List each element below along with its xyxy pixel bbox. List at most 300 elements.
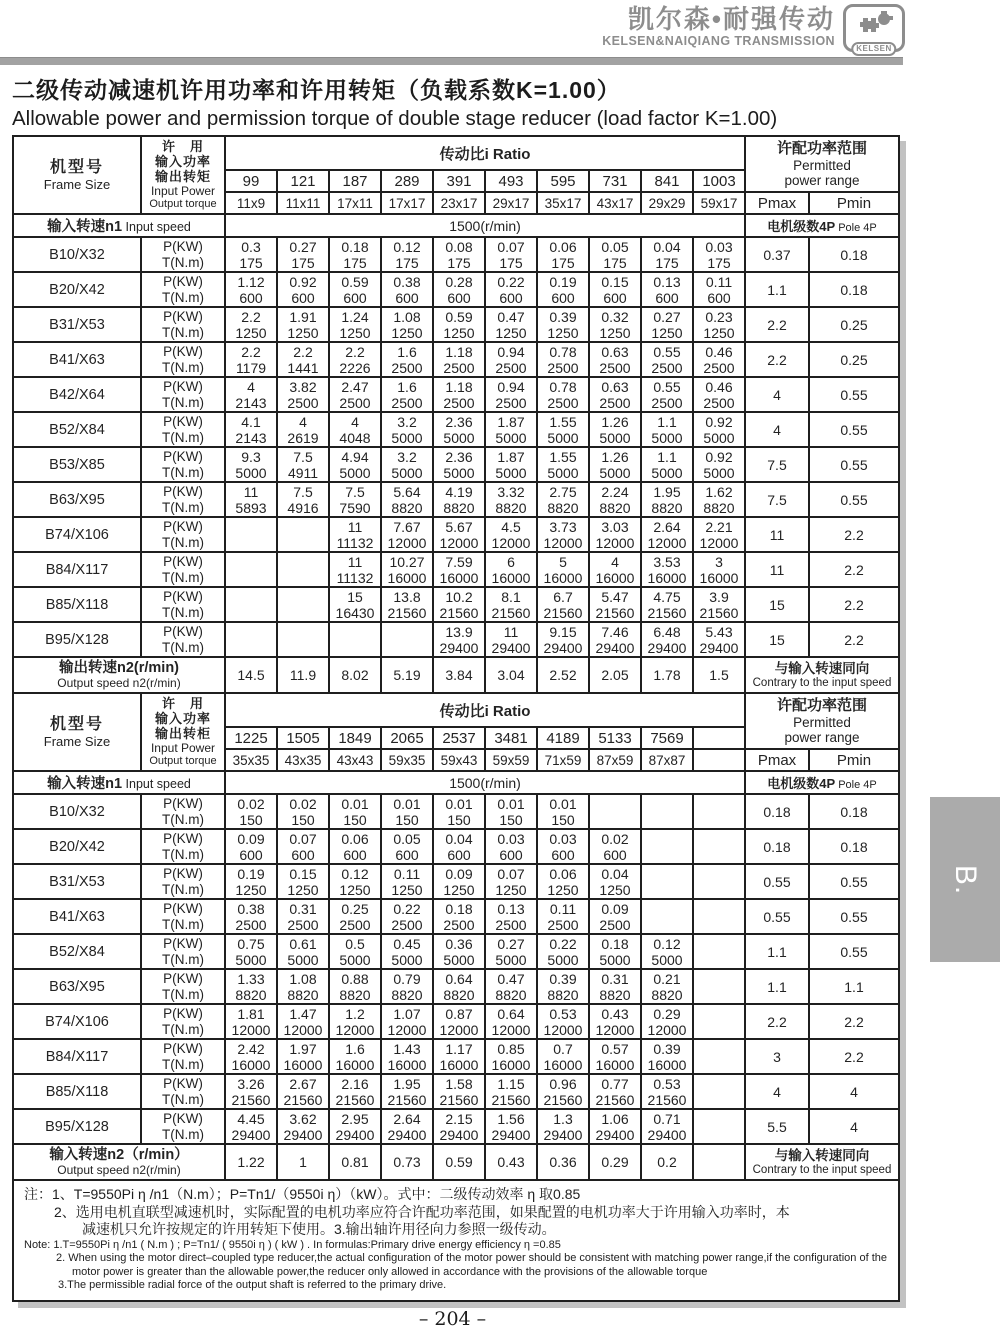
ratio-value	[485, 727, 537, 749]
pt-labels	[141, 864, 225, 899]
pmin-value	[809, 899, 899, 934]
tables-host	[12, 135, 900, 1181]
power-torque-value	[225, 1004, 277, 1039]
ratio-value	[485, 170, 537, 192]
table-row	[13, 307, 899, 342]
power-torque-value	[537, 447, 589, 482]
text-line: 0.53	[549, 1005, 577, 1022]
power-torque-value	[433, 1074, 485, 1109]
power-torque-value	[537, 237, 589, 272]
text-line: 600	[603, 846, 627, 863]
text-line: 0.31	[289, 900, 317, 917]
power-torque-value	[589, 969, 641, 1004]
power-torque-value	[641, 1004, 693, 1039]
text-line: 5000	[703, 464, 735, 481]
brand-text	[602, 4, 835, 48]
text-line: 15	[769, 596, 785, 613]
section-tab-label: B.	[948, 864, 982, 895]
text-line: 8820	[651, 986, 683, 1003]
text-line: 0.47	[497, 970, 525, 987]
text-line: P(KW)	[163, 1040, 203, 1056]
text-line: 5000	[339, 464, 371, 481]
text-line: 12000	[699, 534, 739, 551]
text-line: 12000	[543, 534, 583, 551]
text-line: 0.18	[840, 246, 868, 263]
pt-labels	[141, 307, 225, 342]
power-torque-value	[381, 969, 433, 1004]
pmin-value	[809, 412, 899, 447]
text-line: 1179	[235, 359, 267, 376]
text-line: 1250	[703, 324, 735, 341]
power-torque-value	[433, 794, 485, 829]
text-line: 21560	[283, 1091, 323, 1108]
power-torque-value	[329, 307, 381, 342]
ratio-pair	[589, 192, 641, 214]
text-line: power range	[784, 730, 860, 745]
power-torque-value	[433, 587, 485, 622]
power-torque-value	[277, 447, 329, 482]
power-torque-value	[485, 272, 537, 307]
page-title-cn: 二级传动减速机许用功率和许用转矩（负载系数K=1.00）	[12, 77, 621, 103]
speed-n2-value	[589, 657, 641, 693]
power-torque-value	[485, 934, 537, 969]
power-torque-value	[693, 587, 745, 622]
text-line: 21560	[699, 604, 739, 621]
text-line: 0.29	[653, 1005, 681, 1022]
power-torque-value	[693, 899, 745, 934]
text-line: P(KW)	[163, 1005, 203, 1021]
power-torque-value	[589, 1004, 641, 1039]
text-line: 8820	[287, 986, 319, 1003]
power-torque-value	[329, 1109, 381, 1144]
brand-block	[602, 4, 905, 52]
power-torque-value	[433, 552, 485, 587]
power-torque-value	[485, 969, 537, 1004]
text-line: 0.39	[549, 970, 577, 987]
text-line: 15	[769, 631, 785, 648]
text-line: 1.1	[657, 413, 677, 430]
text-line: 17x17	[388, 195, 426, 211]
text-line: T(N.m)	[162, 569, 204, 585]
pt-labels	[141, 272, 225, 307]
text-line: 5000	[443, 429, 475, 446]
power-torque-value	[329, 482, 381, 517]
text-line: 2500	[703, 394, 735, 411]
text-line: T(N.m)	[162, 811, 204, 827]
text-line: 16000	[387, 569, 427, 586]
power-torque-value	[381, 237, 433, 272]
frame-size	[13, 1074, 141, 1109]
text-line: 0.27	[653, 308, 681, 325]
text-line: P(KW)	[163, 795, 203, 811]
text-line: P(KW)	[163, 238, 203, 254]
text-line: 0.18	[601, 935, 629, 952]
text-line: Contrary to the input speed	[752, 1164, 892, 1176]
power-torque-value	[381, 899, 433, 934]
text-line: 16000	[647, 1056, 687, 1073]
text-line: 0.01	[497, 795, 525, 812]
power-torque-value	[485, 1109, 537, 1144]
text-line: 0.18	[840, 281, 868, 298]
text-line: 0.27	[289, 238, 317, 255]
text-line: 0.39	[653, 1040, 681, 1057]
pt-labels	[141, 237, 225, 272]
text-line: 0.22	[497, 273, 525, 290]
power-torque-value	[485, 587, 537, 622]
power-torque-value	[277, 377, 329, 412]
text-line: 1250	[287, 324, 319, 341]
power-torque-value	[277, 517, 329, 552]
power-torque-value	[693, 482, 745, 517]
text-line: 1250	[339, 881, 371, 898]
power-torque-value	[485, 517, 537, 552]
table-row	[13, 587, 899, 622]
power-torque-value	[693, 447, 745, 482]
text-line: 8820	[339, 986, 371, 1003]
frame-size	[13, 899, 141, 934]
table-body	[13, 693, 899, 1180]
text-line: 8.1	[501, 588, 521, 605]
text-line: 2.2	[844, 631, 864, 648]
text-line: B85/X118	[45, 1083, 109, 1100]
power-torque-value	[277, 899, 329, 934]
text-line: 15	[347, 588, 363, 605]
text-line: 1.12	[237, 273, 265, 290]
text-line: 2.05	[601, 667, 629, 683]
power-torque-value	[381, 1004, 433, 1039]
ratio-pair	[433, 192, 485, 214]
power-torque-value	[589, 1074, 641, 1109]
power-torque-value	[537, 482, 589, 517]
text-line: 12000	[647, 1021, 687, 1038]
text-line: 1250	[235, 881, 267, 898]
text-line: 0.78	[549, 378, 577, 395]
text-line: B20/X42	[49, 281, 105, 298]
text-line: 1	[299, 1154, 307, 1170]
text-line: 0.22	[393, 900, 421, 917]
input-speed-label	[13, 214, 225, 237]
text-line: 391	[446, 172, 472, 190]
text-line: B95/X128	[45, 631, 109, 648]
power-torque-value	[381, 622, 433, 657]
power-torque-value	[329, 794, 381, 829]
input-speed-row	[13, 771, 899, 794]
text-line: Input Power	[150, 184, 216, 198]
text-line: 0.7	[553, 1040, 573, 1057]
text-line: 731	[602, 172, 628, 190]
text-line: 2500	[391, 394, 423, 411]
text-line: 5.5	[767, 1118, 787, 1135]
text-line: 5000	[443, 951, 475, 968]
text-line: 1.18	[445, 343, 473, 360]
speed-n2-value	[381, 657, 433, 693]
text-line: 29400	[543, 639, 583, 656]
text-line: 21560	[543, 604, 583, 621]
power-torque-value	[225, 794, 277, 829]
text-line: 0.87	[445, 1005, 473, 1022]
brand-name-cn: 凯尔森•耐强传动	[627, 4, 835, 34]
text-line: 6	[507, 553, 515, 570]
power-torque-value	[329, 829, 381, 864]
text-line: 0.78	[549, 343, 577, 360]
speed-n2-value	[485, 657, 537, 693]
text-line: 29400	[439, 639, 479, 656]
text-line: 600	[395, 289, 419, 306]
pt-labels	[141, 517, 225, 552]
text-line: P(KW)	[163, 518, 203, 534]
text-line: 0.11	[393, 865, 421, 882]
text-line: 16000	[335, 1056, 375, 1073]
text-line: 175	[343, 254, 367, 271]
text-line: 0.38	[393, 273, 421, 290]
text-line: 600	[603, 289, 627, 306]
power-torque-value	[589, 1109, 641, 1144]
text-line: 0.15	[289, 865, 317, 882]
table-row	[13, 552, 899, 587]
power-torque-value	[485, 307, 537, 342]
frame-size	[13, 342, 141, 377]
text-line: Output speed n2(r/min)	[57, 676, 181, 690]
text-line: 16000	[595, 569, 635, 586]
speed-n2-value	[277, 1144, 329, 1180]
text-line: P(KW)	[163, 623, 203, 639]
text-line: 12000	[387, 534, 427, 551]
text-line: 0.12	[341, 865, 369, 882]
text-line: 0.19	[237, 865, 265, 882]
text-line: 0.23	[705, 308, 733, 325]
power-torque-value	[537, 412, 589, 447]
power-torque-value	[277, 622, 329, 657]
text-line: 1.08	[393, 308, 421, 325]
text-line: 21560	[491, 604, 531, 621]
text-line: 16000	[283, 1056, 323, 1073]
text-line: 5893	[235, 499, 267, 516]
text-line: Output torque	[149, 198, 217, 210]
text-line: 10.27	[389, 553, 425, 570]
text-line: 0.06	[549, 238, 577, 255]
text-line: 150	[447, 811, 471, 828]
pt-labels	[141, 1074, 225, 1109]
power-torque-value	[225, 517, 277, 552]
text-line: 5000	[599, 429, 631, 446]
text-line: 2.67	[289, 1075, 317, 1092]
text-line: 0.18	[763, 803, 791, 820]
power-torque-value	[225, 552, 277, 587]
power-torque-value	[381, 482, 433, 517]
pmin-value	[809, 552, 899, 587]
power-range-header	[745, 693, 899, 749]
text-line: 2.24	[601, 483, 629, 500]
ratio-value	[537, 727, 589, 749]
text-line: 16000	[491, 569, 531, 586]
text-line: 2500	[287, 916, 319, 933]
text-line: 1.95	[393, 1075, 421, 1092]
text-line: 1250	[287, 881, 319, 898]
power-torque-value	[641, 552, 693, 587]
power-torque-value	[225, 1109, 277, 1144]
text-line: 16000	[543, 569, 583, 586]
text-line: Pmin	[836, 194, 872, 212]
text-line: 0.55	[840, 421, 868, 438]
text-line: T(N.m)	[162, 881, 204, 897]
power-torque-value	[277, 1039, 329, 1074]
power-torque-value	[537, 969, 589, 1004]
text-line: Frame Size	[43, 177, 111, 192]
ratio-pair	[329, 192, 381, 214]
text-line: 8820	[443, 499, 475, 516]
text-line: 8820	[443, 986, 475, 1003]
text-line: B53/X85	[49, 456, 105, 473]
text-line: B31/X53	[49, 873, 105, 890]
power-torque-value	[537, 899, 589, 934]
text-line: 0.01	[549, 795, 577, 812]
power-torque-value	[433, 447, 485, 482]
text-line: 29400	[231, 1126, 271, 1143]
text-line: 2500	[443, 916, 475, 933]
text-line: 2.52	[549, 667, 577, 683]
text-line: 7.5	[293, 448, 313, 465]
text-line: B63/X95	[49, 978, 105, 995]
text-line: 14.5	[237, 667, 265, 683]
note-line-en: 2. When using the motor direct–coupled type reducer,the actual configuration of the motor power should be consistent with matching power range,if the configuration of the	[56, 1252, 887, 1264]
power-torque-value	[485, 1004, 537, 1039]
power-torque-value	[589, 482, 641, 517]
text-line: 1.81	[237, 1005, 265, 1022]
text-line: 3481	[494, 729, 528, 747]
power-torque-value	[381, 1074, 433, 1109]
text-line: 机型号	[49, 716, 104, 733]
text-line: 21560	[439, 604, 479, 621]
power-torque-value	[537, 934, 589, 969]
power-torque-value	[589, 587, 641, 622]
text-line: P(KW)	[163, 448, 203, 464]
text-line: 12000	[439, 534, 479, 551]
text-line: T(N.m)	[162, 359, 204, 375]
reducer-table-section-2	[12, 692, 900, 1181]
power-torque-value	[537, 517, 589, 552]
ratio-value	[641, 727, 693, 749]
text-line: 4916	[287, 499, 319, 516]
power-torque-value	[433, 622, 485, 657]
text-line: 与输入转速同向	[774, 1148, 870, 1163]
pmax-value	[745, 1004, 809, 1039]
power-torque-value	[693, 864, 745, 899]
motor-pole-label	[745, 771, 899, 794]
text-line: 0.09	[445, 865, 473, 882]
ratio-value	[225, 170, 277, 192]
power-torque-value	[329, 517, 381, 552]
text-line: B85/X118	[45, 596, 109, 613]
text-line: 6.7	[553, 588, 573, 605]
text-line: 150	[395, 811, 419, 828]
power-torque-value	[381, 447, 433, 482]
note-line-en: motor power is greater than the allowable power,the reducer only allowed in accordance with the provisions of the allowable torque	[72, 1265, 708, 1278]
table-row	[13, 342, 899, 377]
text-line: B84/X117	[45, 1048, 109, 1065]
text-line: 3.03	[601, 518, 629, 535]
pt-labels	[141, 412, 225, 447]
speed-n2-value	[433, 657, 485, 693]
text-line: 0.85	[497, 1040, 525, 1057]
power-torque-value	[693, 1109, 745, 1144]
text-line: 3.04	[497, 667, 525, 683]
power-torque-value	[537, 377, 589, 412]
text-line: 2500	[339, 394, 371, 411]
text-line: B41/X63	[49, 351, 105, 368]
text-line: 5000	[599, 951, 631, 968]
text-line: 2143	[235, 429, 267, 446]
ratio-value	[537, 170, 589, 192]
ratio-pair	[277, 192, 329, 214]
text-line: B95/X128	[45, 1118, 109, 1135]
text-line: 5000	[651, 951, 683, 968]
text-line: 5133	[598, 729, 632, 747]
text-line: 4.5	[501, 518, 521, 535]
text-line: 59x17	[700, 195, 738, 211]
input-speed-value	[225, 771, 745, 794]
text-line: 1250	[547, 324, 579, 341]
text-line: 0.59	[445, 308, 473, 325]
frame-size	[13, 864, 141, 899]
power-torque-value	[641, 899, 693, 934]
text-line: 0.02	[237, 795, 265, 812]
pmax-value	[745, 552, 809, 587]
text-line: 187	[342, 172, 368, 190]
power-torque-value	[485, 342, 537, 377]
text-line: 0.01	[393, 795, 421, 812]
table-row	[13, 1039, 899, 1074]
text-line: 1.18	[445, 378, 473, 395]
text-line: 0.55	[763, 873, 791, 890]
input-speed-row	[13, 214, 899, 237]
text-line: 0.43	[497, 1154, 525, 1170]
power-torque-value	[277, 307, 329, 342]
text-line: 0.05	[393, 830, 421, 847]
text-line: 17x11	[337, 195, 373, 211]
pmax-value	[745, 1074, 809, 1109]
text-line: 0.36	[445, 935, 473, 952]
text-line: 16000	[439, 569, 479, 586]
power-torque-value	[277, 342, 329, 377]
power-torque-value	[589, 899, 641, 934]
text-line: Output speed n2(r/min)	[57, 1163, 181, 1177]
text-line: 0.06	[549, 865, 577, 882]
text-line: 0.81	[341, 1154, 369, 1170]
text-line: 与输入转速同向	[774, 661, 870, 676]
text-line: Frame Size	[43, 734, 111, 749]
frame-size	[13, 587, 141, 622]
text-line: 0.96	[549, 1075, 577, 1092]
header-row-ratio	[13, 136, 899, 170]
pmin-value	[809, 482, 899, 517]
text-line: 1.1	[844, 978, 864, 995]
input-power-header	[141, 693, 225, 771]
pmax-header	[745, 749, 809, 771]
text-line: 29400	[335, 1126, 375, 1143]
text-line: 0.55	[840, 873, 868, 890]
text-line: 5000	[495, 951, 527, 968]
power-torque-value	[537, 587, 589, 622]
pmin-value	[809, 307, 899, 342]
text-line: 1.26	[601, 413, 629, 430]
text-line: P(KW)	[163, 1075, 203, 1091]
text-line: 16000	[699, 569, 739, 586]
text-line: 8820	[703, 499, 735, 516]
text-line: 493	[498, 172, 524, 190]
direction-note	[745, 657, 899, 693]
text-line: 1250	[391, 324, 423, 341]
power-torque-value	[381, 934, 433, 969]
